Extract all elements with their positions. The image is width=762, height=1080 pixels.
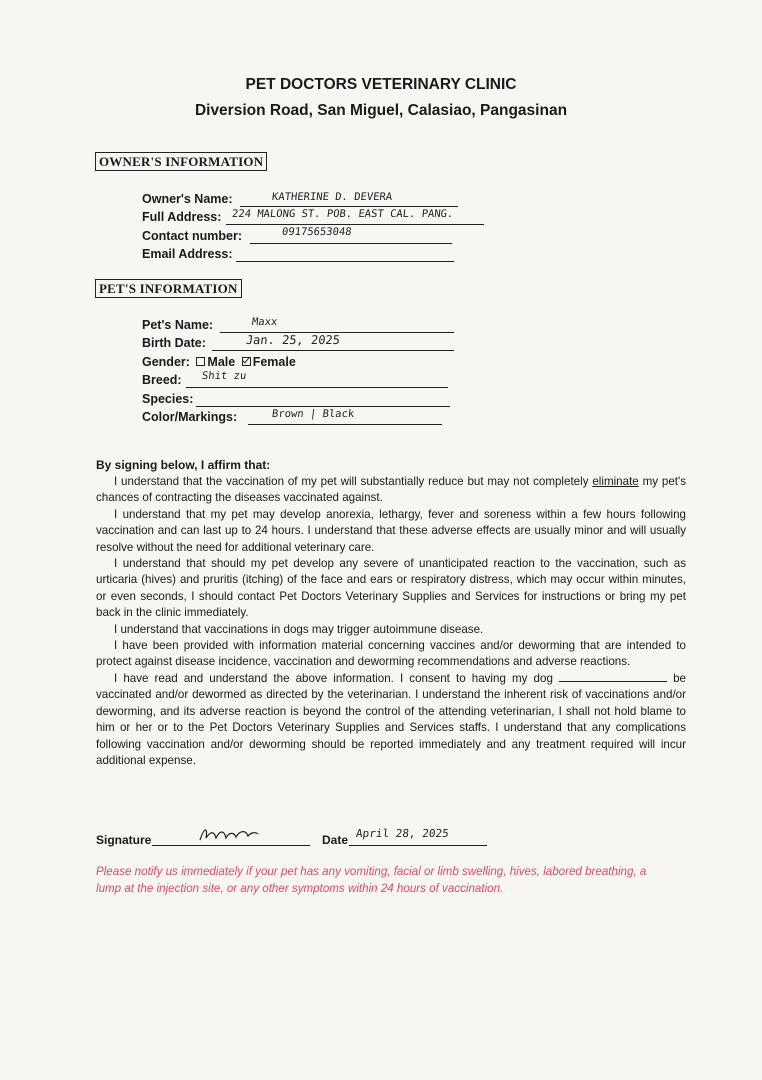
male-checkbox[interactable] xyxy=(196,357,205,366)
contact-number-label: Contact number: xyxy=(142,229,242,243)
signature-scribble xyxy=(196,824,266,846)
gender-female-label: Female xyxy=(252,355,296,369)
female-checkbox[interactable] xyxy=(242,357,251,366)
email-address-line[interactable] xyxy=(236,261,454,262)
pet-name-label: Pet's Name: xyxy=(142,318,214,332)
contact-number-value: 09175653048 xyxy=(281,226,353,238)
affirmation-paragraph-1 xyxy=(96,474,686,507)
pet-name-value: Maxx xyxy=(251,316,278,328)
breed-label: Breed: xyxy=(142,373,182,387)
affirmation-title: By signing below, I affirm that: xyxy=(96,458,271,472)
birth-date-line[interactable] xyxy=(212,350,454,351)
gender-label: Gender: xyxy=(142,355,190,369)
email-address-label: Email Address: xyxy=(142,247,233,261)
signature-date-value: April 28, 2025 xyxy=(355,827,450,840)
dog-name-blank[interactable] xyxy=(559,671,667,682)
full-address-line[interactable] xyxy=(226,224,484,225)
symptom-notice: Please notify us immediately if your pet has any vomiting, facial or limb swelling, hives, labored breathing, a lump at the injection site, or any other symptoms within 24 hours of vaccination. xyxy=(96,865,647,895)
signature-label: Signature xyxy=(96,833,152,847)
affirmation-p6-start: I have read and understand the above information. I consent to having my dog xyxy=(114,671,559,685)
affirmation-paragraph-2: I understand that my pet may develop anorexia, lethargy, fever and soreness within a few hours following vaccination and can last up to 24 hours. I understand that these adverse effects are usually minor and will usually resolve without the need for additional veterinary care. xyxy=(96,507,686,554)
date-line[interactable] xyxy=(349,845,487,846)
affirmation-p6-end: be vaccinated and/or dewormed as directed by the veterinarian. I understand the inherent risk of vaccinations and/or deworming, and its adverse reaction is beyond the control of the attending veterinarian, I shall not hold blame to him or her or to the Pet Doctors Veterinary Supplies and Services staffs. I understand that any complications following vaccination and/or deworming should be reported immediately and any treatment required will incur additional expense. xyxy=(96,671,686,767)
full-address-label: Full Address: xyxy=(142,210,222,224)
date-label: Date xyxy=(322,833,349,847)
affirmation-paragraph-4: I understand that vaccinations in dogs may trigger autoimmune disease. xyxy=(114,622,484,636)
affirmation-paragraph-3: I understand that should my pet develop any severe of unanticipated reaction to the vaccination, such as urticaria (hives) and pruritis (itching) of the face and ears or respiratory distress, which may occur within minutes, or even seconds, I should contact Pet Doctors Veterinary Supplies and Services for instructions or bring my pet back in the clinic immediately. xyxy=(96,557,686,620)
pet-section-heading: PET'S INFORMATION xyxy=(95,279,242,298)
birth-date-label: Birth Date: xyxy=(142,336,206,350)
affirmation-body xyxy=(96,474,686,769)
clinic-address: Diversion Road, San Miguel, Calasiao, Pangasinan xyxy=(194,102,568,119)
color-markings-label: Color/Markings: xyxy=(142,410,238,424)
breed-line[interactable] xyxy=(186,387,448,388)
affirmation-p1-start: I understand that the vaccination of my pet will substantially reduce but may not completely xyxy=(114,475,593,488)
contact-number-line[interactable] xyxy=(250,243,452,244)
species-label: Species: xyxy=(142,392,194,406)
species-line[interactable] xyxy=(196,406,450,407)
affirmation-p1-end: my pet's chances of contracting the diseases vaccinated against. xyxy=(96,475,686,505)
color-markings-value: Brown | Black xyxy=(271,408,355,420)
birth-date-value: Jan. 25, 2025 xyxy=(245,333,341,347)
affirmation-paragraph-5: I have been provided with information material concerning vaccines and/or deworming that are intended to protect against disease incidence, vaccination and deworming recommendations and adverse reactions. xyxy=(96,639,686,669)
owner-name-line[interactable] xyxy=(240,206,458,207)
owner-section-heading: OWNER'S INFORMATION xyxy=(95,152,267,171)
clinic-name: PET DOCTORS VETERINARY CLINIC xyxy=(245,76,517,93)
affirmation-p1-underlined: eliminate xyxy=(592,475,639,488)
owner-name-value: KATHERINE D. DEVERA xyxy=(271,191,393,203)
affirmation-paragraph-6 xyxy=(96,671,686,769)
owner-name-label: Owner's Name: xyxy=(142,192,233,206)
gender-male-label: Male xyxy=(207,355,236,369)
gender-row xyxy=(142,355,296,369)
breed-value: Shit zu xyxy=(201,370,247,382)
color-markings-line[interactable] xyxy=(248,424,442,425)
full-address-value: 224 MALONG ST. POB. EAST CAL. PANG. xyxy=(231,208,454,220)
